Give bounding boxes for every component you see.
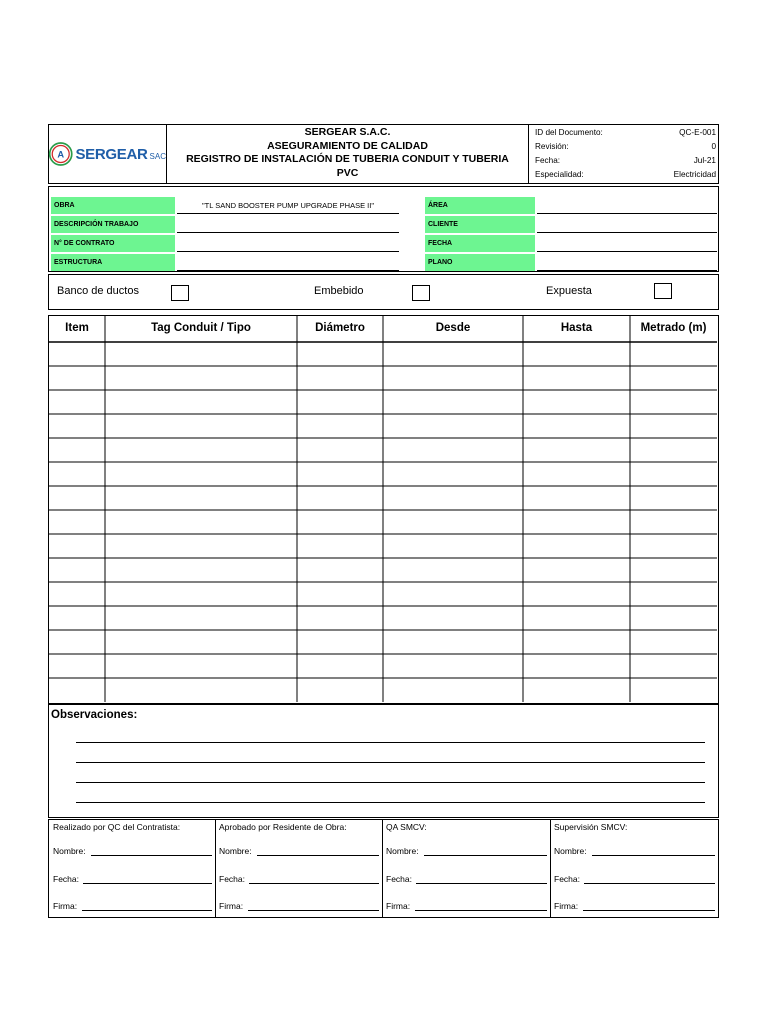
label-firma: Firma: [219,901,244,911]
field-fecha[interactable] [537,235,717,252]
label-nombre: Nombre: [53,846,86,856]
field-nombre-supervision[interactable] [592,855,715,856]
label-estructura: ESTRUCTURA [51,254,175,271]
conduit-table [48,315,719,704]
meta-row-id: ID del Documento: QC-E-001 [535,128,716,137]
label-fecha: Fecha: [554,874,580,884]
field-contrato[interactable] [177,235,399,252]
form-title: REGISTRO DE INSTALACIÓN DE TUBERIA CONDUIT Y TUBERIA [186,153,509,165]
document-meta [529,124,719,184]
label-fecha: Fecha: [386,874,412,884]
label-fecha: Fecha: [219,874,245,884]
field-area[interactable] [537,197,717,214]
label-cliente: CLIENTE [425,216,535,233]
checkbox-expuesta[interactable] [654,283,672,299]
installation-type-row [48,274,719,310]
observations-label: Observaciones: [51,709,138,721]
form-title-cont: PVC [336,166,359,179]
field-firma-qc[interactable] [82,910,212,911]
checkbox-banco-ductos[interactable] [171,285,189,301]
observation-line[interactable] [76,742,705,743]
project-info-block [48,186,719,272]
logo-emblem-icon [48,139,73,169]
field-nombre-residente[interactable] [257,855,379,856]
meta-row-specialty: Especialidad: Electricidad [535,170,716,179]
field-nombre-qa[interactable] [424,855,547,856]
observation-line[interactable] [76,782,705,783]
signature-title-supervision: Supervisión SMCV: [554,822,628,832]
label-embebido: Embebido [314,285,364,297]
label-nombre: Nombre: [554,846,587,856]
label-firma: Firma: [53,901,78,911]
label-nombre: Nombre: [219,846,252,856]
label-expuesta: Expuesta [546,285,592,297]
label-contrato: N° DE CONTRATO [51,235,175,252]
col-header-tag: Tag Conduit / Tipo [151,322,251,334]
col-header-desde: Desde [435,322,471,334]
signature-divider [215,820,216,917]
signature-title-residente: Aprobado por Residente de Obra: [219,822,347,832]
field-obra[interactable]: "TL SAND BOOSTER PUMP UPGRADE PHASE II" [177,197,399,214]
signature-divider [550,820,551,917]
field-fecha-residente[interactable] [249,883,379,884]
department-title: ASEGURAMIENTO DE CALIDAD [267,139,428,152]
label-banco-ductos: Banco de ductos [57,285,139,297]
label-fecha: FECHA [425,235,535,252]
field-firma-qa[interactable] [415,910,547,911]
checkbox-embebido[interactable] [412,285,430,301]
svg-text:A: A [57,149,65,160]
field-descripcion[interactable] [177,216,399,233]
company-name: SERGEAR S.A.C. [304,126,391,138]
label-area: ÁREA [425,197,535,214]
logo-suffix: SAC [149,152,166,161]
col-header-metrado: Metrado (m) [640,322,707,334]
signature-title-qa: QA SMCV: [386,822,427,832]
field-cliente[interactable] [537,216,717,233]
logo-wordmark: SERGEAR [75,145,148,163]
field-nombre-qc[interactable] [91,855,212,856]
label-firma: Firma: [554,901,579,911]
label-fecha: Fecha: [53,874,79,884]
signature-title-qc: Realizado por QC del Contratista: [53,822,181,832]
label-nombre: Nombre: [386,846,419,856]
field-plano[interactable] [537,254,717,271]
field-fecha-supervision[interactable] [584,883,715,884]
meta-row-date: Fecha: Jul-21 [535,156,716,165]
field-fecha-qc[interactable] [83,883,212,884]
table-grid [49,316,717,702]
observation-line[interactable] [76,762,705,763]
meta-row-revision: Revisión: 0 [535,142,716,151]
col-header-diametro: Diámetro [315,322,365,334]
observations-block [48,704,719,818]
label-firma: Firma: [386,901,411,911]
field-estructura[interactable] [177,254,399,271]
field-firma-residente[interactable] [248,910,379,911]
observation-line[interactable] [76,802,705,803]
col-header-hasta: Hasta [560,322,593,334]
company-logo [48,124,167,184]
label-plano: PLANO [425,254,535,271]
field-firma-supervision[interactable] [583,910,715,911]
label-descripcion: DESCRIPCIÓN TRABAJO [51,216,175,233]
signature-block [48,819,719,918]
document-title-block [167,124,529,184]
col-header-item: Item [65,322,89,334]
label-obra: OBRA [51,197,175,214]
field-fecha-qa[interactable] [416,883,547,884]
signature-divider [382,820,383,917]
